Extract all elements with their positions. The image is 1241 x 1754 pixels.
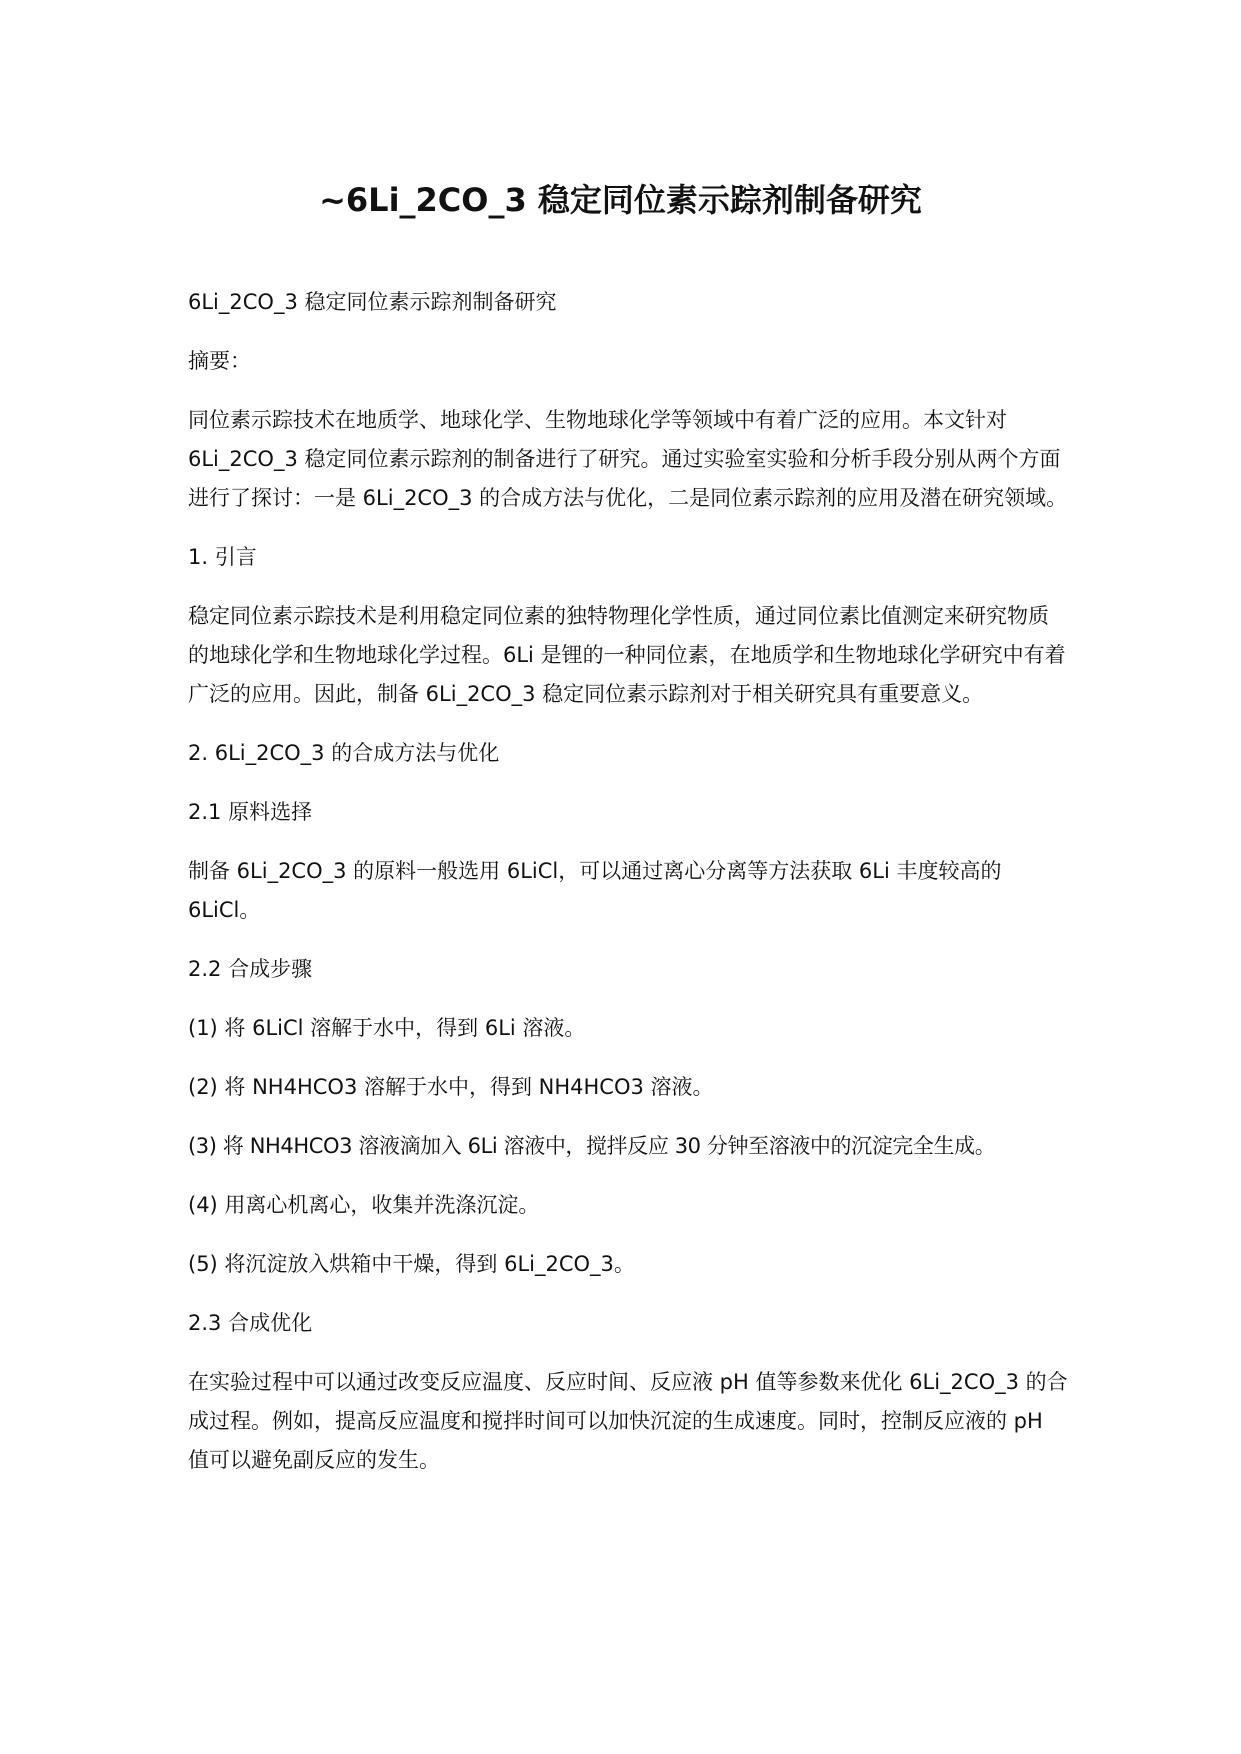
abstract-body: 同位素示踪技术在地质学、地球化学、生物地球化学等领域中有着广泛的应用。本文针对 6Li_2CO_3 稳定同位素示踪剂的制备进行了研究。通过实验室实验和分析手段分别从两个方面进行了探讨：一是 6Li_2CO_3 的合成方法与优化，二是同位素示踪剂的应用及潜在研究领域。 [188, 408, 1068, 510]
synthesis-step: (3) 将 NH4HCO3 溶液滴加入 6Li 溶液中，搅拌反应 30 分钟至溶液中的沉淀完全生成。 [188, 1134, 996, 1158]
synthesis-step: (2) 将 NH4HCO3 溶解于水中，得到 NH4HCO3 溶液。 [188, 1075, 714, 1099]
synthesis-step: (1) 将 6LiCl 溶解于水中，得到 6Li 溶液。 [188, 1016, 586, 1040]
section-2-2-heading: 2.2 合成步骤 [188, 957, 313, 981]
document-body [188, 283, 1068, 1500]
document-title: ~6Li_2CO_3 稳定同位素示踪剂制备研究 [319, 181, 922, 219]
section-2-3-body: 在实验过程中可以通过改变反应温度、反应时间、反应液 pH 值等参数来优化 6Li_2CO_3 的合成过程。例如，提高反应温度和搅拌时间可以加快沉淀的生成速度。同时，控制反应液的 pH 值可以避免副反应的发生。 [188, 1370, 1068, 1472]
section-1-body: 稳定同位素示踪技术是利用稳定同位素的独特物理化学性质，通过同位素比值测定来研究物质的地球化学和生物地球化学过程。6Li 是锂的一种同位素，在地质学和生物地球化学研究中有着广泛的应用。因此，制备 6Li_2CO_3 稳定同位素示踪剂对于相关研究具有重要意义。 [188, 604, 1066, 706]
synthesis-step: (5) 将沉淀放入烘箱中干燥，得到 6Li_2CO_3。 [188, 1252, 635, 1276]
section-2-3-heading: 2.3 合成优化 [188, 1311, 313, 1335]
document-subtitle: 6Li_2CO_3 稳定同位素示踪剂制备研究 [188, 290, 557, 314]
section-2-1-heading: 2.1 原料选择 [188, 800, 313, 824]
section-2-1-body: 制备 6Li_2CO_3 的原料一般选用 6LiCl，可以通过离心分离等方法获取 6Li 丰度较高的 6LiCl。 [188, 859, 1002, 922]
synthesis-step: (4) 用离心机离心，收集并洗涤沉淀。 [188, 1193, 540, 1217]
section-2-heading: 2. 6Li_2CO_3 的合成方法与优化 [188, 741, 500, 765]
section-1-heading: 1. 引言 [188, 545, 257, 569]
abstract-heading: 摘要： [188, 349, 251, 373]
